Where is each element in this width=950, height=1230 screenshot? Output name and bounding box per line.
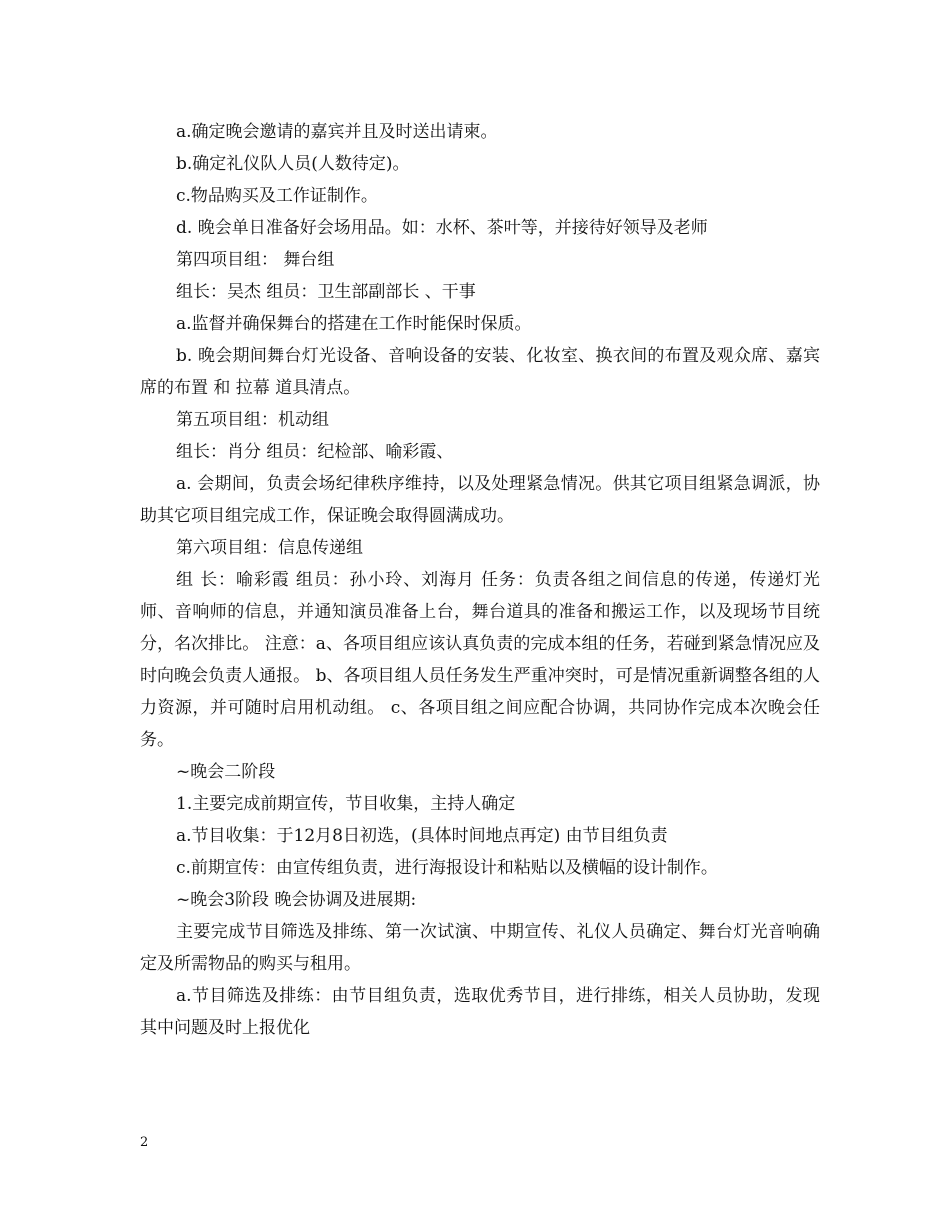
paragraph: a.节目筛选及排练：由节目组负责，选取优秀节目，进行排练，相关人员协助，发现其中问题及时上报优化 (140, 986, 820, 1038)
paragraph: a.节目收集：于12月8日初选，(具体时间地点再定) 由节目组负责 (176, 826, 668, 846)
paragraph: a.确定晚会邀请的嘉宾并且及时送出请柬。 (176, 122, 498, 142)
section-heading: 第五项目组：机动组 (176, 410, 329, 430)
section-heading: 第四项目组： 舞台组 (176, 250, 335, 270)
paragraph: 组长：肖分 组员：纪检部、喻彩霞、 (176, 442, 454, 462)
paragraph: 组 长：喻彩霞 组员：孙小玲、刘海月 任务：负责各组之间信息的传递，传递灯光师、音响师的信息，并通知演员准备上台，舞台道具的准备和搬运工作，以及现场节目统分，名次排比。 注意：a、各项目组应该认真负责的完成本组的任务，若碰到紧急情况应及时向晚会负责人通报。 b、各项目组人员任务发生严重冲突时，可是情况重新调整各组的人力资源，并可随时启用机动组。 c、各项目组之间应配合协调，共同协作完成本次晚会任务。 (140, 570, 820, 750)
paragraph: 1.主要完成前期宣传，节目收集，主持人确定 (176, 794, 516, 814)
paragraph: d. 晚会单日准备好会场用品。如：水杯、茶叶等，并接待好领导及老师 (176, 218, 708, 238)
paragraph: b. 晚会期间舞台灯光设备、音响设备的安装、化妆室、换衣间的布置及观众席、嘉宾席的布置 和 拉幕 道具清点。 (140, 346, 820, 398)
paragraph: a. 会期间，负责会场纪律秩序维持，以及处理紧急情况。供其它项目组紧急调派，协助其它项目组完成工作，保证晚会取得圆满成功。 (140, 474, 820, 526)
paragraph: b.确定礼仪队人员(人数待定)。 (176, 154, 410, 174)
paragraph: 主要完成节目筛选及排练、第一次试演、中期宣传、礼仪人员确定、舞台灯光音响确定及所需物品的购买与租用。 (140, 922, 820, 974)
section-heading: ~晚会3阶段 晚会协调及进展期: (176, 890, 417, 910)
paragraph: 组长：吴杰 组员：卫生部副部长 、干事 (176, 282, 476, 302)
paragraph: c.物品购买及工作证制作。 (176, 186, 378, 206)
section-heading: 第六项目组：信息传递组 (176, 538, 363, 558)
section-heading: ~晚会二阶段 (176, 762, 276, 782)
paragraph: a.监督并确保舞台的搭建在工作时能保时保质。 (176, 314, 532, 334)
page-number: 2 (140, 1135, 149, 1150)
document-body (140, 116, 820, 1044)
paragraph: c.前期宣传：由宣传组负责，进行海报设计和粘贴以及横幅的设计制作。 (176, 858, 718, 878)
